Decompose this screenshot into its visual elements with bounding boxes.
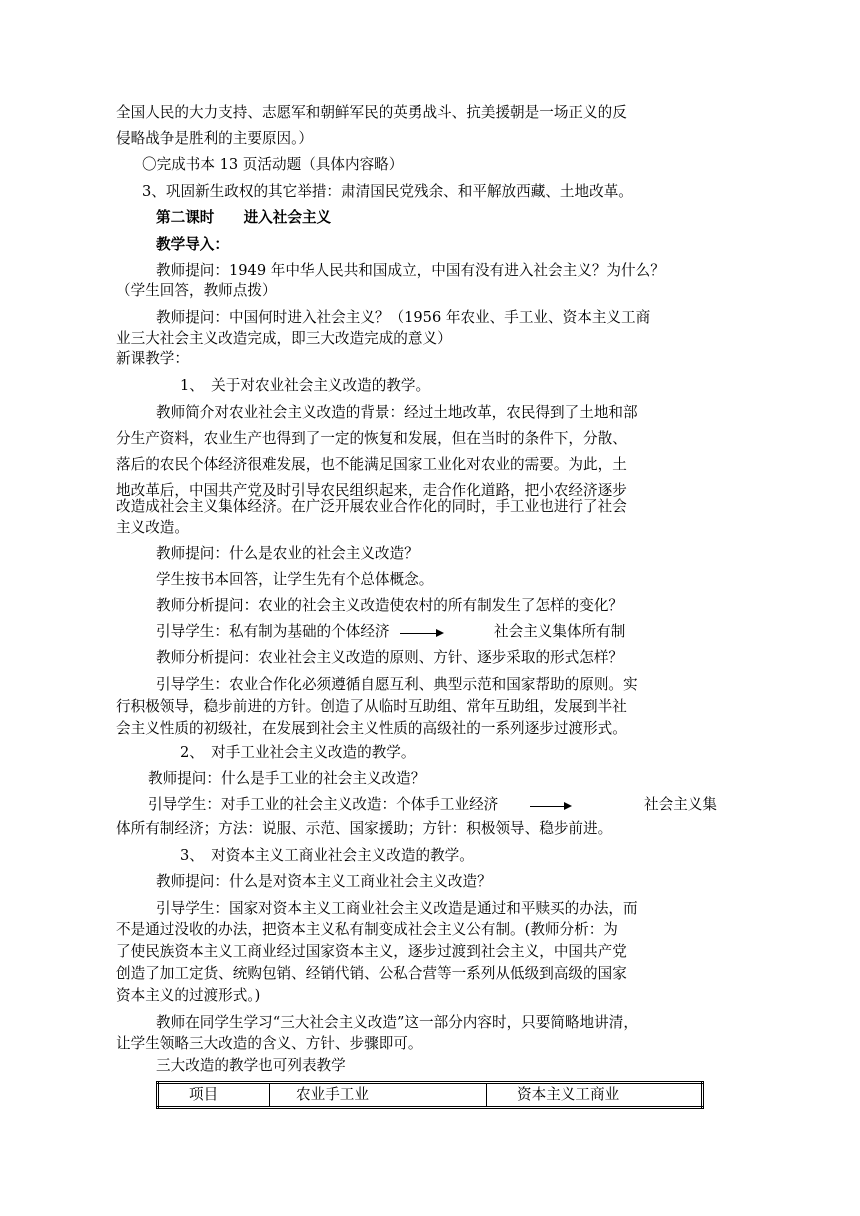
table-header-cell: 农业手工业 [270, 1083, 487, 1108]
paragraph-line: 业三大社会主义改造完成，即三大改造完成的意义） [116, 330, 452, 347]
paragraph-line: 3、巩固新生政权的其它举措：肃清国民党残余、和平解放西藏、土地改革。 [142, 183, 633, 200]
paragraph-line: 教师简介对农业社会主义改造的背景：经过土地改革，农民得到了土地和部 [156, 404, 638, 421]
paragraph-line: 创造了加工定货、统购包销、经销代销、公私合营等一系列从低级到高级的国家 [116, 965, 627, 982]
lesson-title: 第二课时 进入社会主义 [156, 209, 332, 226]
arrow-icon [564, 802, 572, 810]
table-header-cell: 资本主义工商业 [487, 1083, 703, 1108]
section-heading: 2、 对手工业社会主义改造的教学。 [180, 744, 416, 761]
paragraph-line: （学生回答，教师点拨） [116, 282, 277, 299]
table-header-cell: 项目 [158, 1083, 270, 1108]
paragraph-line: 行积极领导，稳步前进的方针。创造了从临时互助组、常年互助组，发展到半社 [116, 698, 627, 715]
paragraph-line: 教师提问：什么是对资本主义工商业社会主义改造？ [156, 873, 492, 890]
section-heading: 1、 关于对农业社会主义改造的教学。 [180, 377, 431, 394]
paragraph-line: 体所有制经济；方法：说服、示范、国家援助；方针：积极领导、稳步前进。 [116, 820, 613, 837]
arrow-line [530, 806, 564, 807]
reform-table [156, 1081, 704, 1109]
guide-left: 引导学生：对手工业的社会主义改造：个体手工业经济 [148, 796, 499, 813]
paragraph-line: 教师提问：什么是农业的社会主义改造？ [156, 545, 419, 562]
paragraph-line: 不是通过没收的办法，把资本主义私有制变成社会主义公有制。(教师分析：为 [116, 921, 618, 938]
paragraph-line: 引导学生：国家对资本主义工商业社会主义改造是通过和平赎买的办法，而 [156, 900, 638, 917]
paragraph-line: 教师在同学生学习“三大社会主义改造”这一部分内容时，只要简略地讲清， [156, 1014, 638, 1031]
paragraph-line: 资本主义的过渡形式。) [116, 987, 261, 1004]
paragraph-line: 侵略战争是胜利的主要原因。） [116, 130, 314, 147]
arrow-icon [436, 629, 444, 637]
paragraph-line: 学生按书本回答，让学生先有个总体概念。 [156, 571, 434, 588]
paragraph-line: 教师提问：什么是手工业的社会主义改造？ [148, 770, 426, 787]
import-heading: 教学导入： [156, 236, 229, 253]
paragraph-line: 教师提问：中国何时进入社会主义？（1956 年农业、手工业、资本主义工商 [156, 309, 651, 326]
paragraph-line: 引导学生：农业合作化必须遵循自愿互利、典型示范和国家帮助的原则。实 [156, 676, 638, 693]
paragraph-line: 教师分析提问：农业社会主义改造的原则、方针、逐步采取的形式怎样？ [156, 649, 624, 666]
guide-left: 引导学生：私有制为基础的个体经济 [156, 623, 390, 640]
paragraph-line: 让学生领略三大改造的含义、方针、步骤即可。 [116, 1035, 423, 1052]
paragraph-line: 〇完成书本 13 页活动题（具体内容略） [142, 156, 404, 173]
paragraph-line: 地改革后，中国共产党及时引导农民组织起来，走合作化道路，把小农经济逐步 [116, 482, 627, 499]
arrow-line [400, 633, 436, 634]
paragraph-line: 主义改造。 [116, 519, 189, 536]
guide-right: 社会主义集 [644, 796, 717, 813]
paragraph-line: 教师提问：1949 年中华人民共和国成立，中国有没有进入社会主义？为什么？ [156, 262, 665, 279]
paragraph-line: 落后的农民个体经济很难发展，也不能满足国家工业化对农业的需要。为此，土 [116, 456, 627, 473]
paragraph-line: 改造成社会主义集体经济。在广泛开展农业合作化的同时，手工业也进行了社会 [116, 498, 627, 515]
guide-right: 社会主义集体所有制 [494, 623, 626, 640]
paragraph-line: 了使民族资本主义工商业经过国家资本主义，逐步过渡到社会主义，中国共产党 [116, 943, 627, 960]
paragraph-line: 会主义性质的初级社，在发展到社会主义性质的高级社的一系列逐步过渡形式。 [116, 720, 627, 737]
section-label: 新课教学： [116, 350, 189, 367]
paragraph-line: 三大改造的教学也可列表教学 [156, 1057, 346, 1074]
paragraph-line: 全国人民的大力支持、志愿军和朝鲜军民的英勇战斗、抗美援朝是一场正义的反 [116, 104, 627, 121]
paragraph-line: 教师分析提问：农业的社会主义改造使农村的所有制发生了怎样的变化？ [156, 597, 624, 614]
paragraph-line: 分生产资料，农业生产也得到了一定的恢复和发展，但在当时的条件下，分散、 [116, 430, 627, 447]
section-heading: 3、 对资本主义工商业社会主义改造的教学。 [180, 847, 474, 864]
table-row [158, 1083, 703, 1108]
